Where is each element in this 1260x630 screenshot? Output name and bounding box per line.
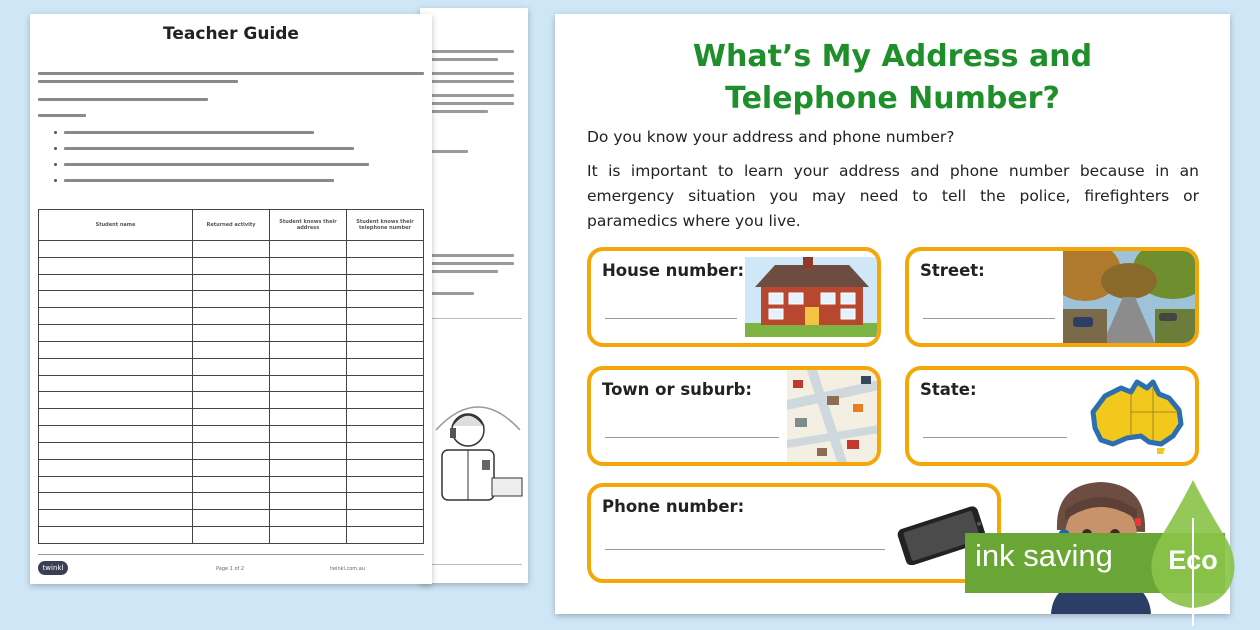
street-box [905, 247, 1199, 347]
state-box [905, 366, 1199, 466]
title-line-1: What’s My Address and [692, 39, 1093, 74]
worksheet-page [555, 14, 1230, 614]
text-line [428, 94, 514, 97]
table-cell[interactable] [270, 274, 347, 291]
table-cell[interactable] [39, 341, 193, 358]
student-checklist-table [38, 209, 424, 544]
table-cell[interactable] [39, 257, 193, 274]
phone-number-label: Phone number: [602, 497, 745, 516]
table-cell[interactable] [193, 358, 270, 375]
eco-label: Eco [1168, 545, 1218, 575]
table-row [39, 409, 424, 426]
table-cell[interactable] [270, 527, 347, 544]
footer-divider [38, 554, 424, 555]
table-cell[interactable] [193, 476, 270, 493]
table-row [39, 358, 424, 375]
divider [426, 564, 522, 565]
table-cell[interactable] [347, 325, 424, 342]
text-line [38, 114, 86, 117]
table-cell[interactable] [39, 325, 193, 342]
table-cell[interactable] [39, 291, 193, 308]
table-cell[interactable] [347, 257, 424, 274]
table-cell[interactable] [193, 493, 270, 510]
table-cell[interactable] [39, 409, 193, 426]
text-line [38, 98, 208, 101]
table-cell[interactable] [193, 459, 270, 476]
text-line [64, 163, 369, 166]
table-row [39, 241, 424, 258]
table-row [39, 527, 424, 544]
table-cell[interactable] [347, 442, 424, 459]
table-cell[interactable] [347, 392, 424, 409]
ink-saving-text: ink saving [975, 538, 1113, 573]
table-cell[interactable] [347, 291, 424, 308]
bullet [54, 131, 57, 134]
house-number-box [587, 247, 881, 347]
table-cell[interactable] [193, 409, 270, 426]
town-label: Town or suburb: [602, 380, 753, 399]
phone-number-write-line[interactable] [605, 549, 885, 550]
table-cell[interactable] [193, 325, 270, 342]
table-body [39, 241, 424, 544]
table-cell[interactable] [39, 241, 193, 258]
teacher-guide-page [30, 14, 432, 584]
table-row [39, 476, 424, 493]
worksheet-title [555, 36, 1230, 120]
table-cell[interactable] [270, 325, 347, 342]
text-line [64, 131, 314, 134]
table-cell[interactable] [347, 375, 424, 392]
table-row [39, 510, 424, 527]
table-row [39, 341, 424, 358]
table-cell[interactable] [193, 426, 270, 443]
state-label: State: [920, 380, 977, 399]
table-row [39, 274, 424, 291]
table-row [39, 325, 424, 342]
table-cell[interactable] [193, 392, 270, 409]
street-photo [1063, 251, 1195, 343]
guide-title: Teacher Guide [163, 24, 299, 44]
table-cell[interactable] [347, 527, 424, 544]
text-line [428, 262, 514, 265]
table-cell[interactable] [39, 358, 193, 375]
table-cell[interactable] [270, 375, 347, 392]
table-cell[interactable] [347, 459, 424, 476]
table-row [39, 426, 424, 443]
text-line [428, 292, 474, 295]
table-cell[interactable] [193, 527, 270, 544]
text-line [38, 80, 238, 83]
suburb-map-icon [787, 370, 879, 462]
table-cell[interactable] [347, 426, 424, 443]
table-cell[interactable] [39, 493, 193, 510]
table-cell[interactable] [270, 392, 347, 409]
state-write-line[interactable] [923, 437, 1067, 438]
table-cell[interactable] [193, 341, 270, 358]
column-header: Student knows their address [270, 210, 347, 241]
text-line [428, 270, 498, 273]
worksheet-body: It is important to learn your address and phone number because in an emergency situation you may need to tell the police, firefighters or paramedics where you live. [587, 162, 1199, 230]
table-cell[interactable] [270, 291, 347, 308]
table-row [39, 257, 424, 274]
table-cell[interactable] [347, 308, 424, 325]
emergency-worker-illustration [432, 390, 524, 510]
table-cell[interactable] [270, 341, 347, 358]
divider [426, 318, 522, 319]
text-line [428, 72, 514, 75]
title-line-2: Telephone Number? [725, 81, 1060, 116]
table-row [39, 308, 424, 325]
table-cell[interactable] [270, 510, 347, 527]
table-cell[interactable] [193, 375, 270, 392]
table-cell[interactable] [270, 493, 347, 510]
table-cell[interactable] [270, 358, 347, 375]
table-cell[interactable] [270, 257, 347, 274]
table-cell[interactable] [347, 358, 424, 375]
table-cell[interactable] [39, 510, 193, 527]
house-icon [745, 257, 879, 337]
table-cell[interactable] [270, 476, 347, 493]
table-cell[interactable] [347, 241, 424, 258]
table-cell[interactable] [270, 442, 347, 459]
table-cell[interactable] [347, 341, 424, 358]
back-page [420, 8, 528, 583]
table-header-row [39, 210, 424, 241]
table-cell[interactable] [39, 274, 193, 291]
table-row [39, 375, 424, 392]
town-box [587, 366, 881, 466]
table-row [39, 291, 424, 308]
column-header: Student name [39, 210, 193, 241]
table-row [39, 493, 424, 510]
worksheet-question: Do you know your address and phone number? [587, 128, 955, 146]
text-line [428, 150, 468, 153]
text-line [428, 254, 514, 257]
table-row [39, 442, 424, 459]
table-cell[interactable] [347, 409, 424, 426]
site-url: twinkl.com.au [330, 566, 365, 572]
table-cell[interactable] [193, 291, 270, 308]
text-line [64, 147, 354, 150]
table-cell[interactable] [39, 527, 193, 544]
table-cell[interactable] [270, 426, 347, 443]
australia-map-icon [1087, 378, 1187, 454]
table-cell[interactable] [39, 375, 193, 392]
table-cell[interactable] [270, 459, 347, 476]
table-cell[interactable] [39, 308, 193, 325]
table-cell[interactable] [193, 257, 270, 274]
table-cell[interactable] [270, 308, 347, 325]
street-write-line[interactable] [923, 318, 1055, 319]
table-cell[interactable] [193, 308, 270, 325]
table-cell[interactable] [270, 409, 347, 426]
street-label: Street: [920, 261, 985, 280]
table-cell[interactable] [270, 241, 347, 258]
table-cell[interactable] [193, 274, 270, 291]
house-number-label: House number: [602, 261, 745, 280]
table-cell[interactable] [39, 442, 193, 459]
text-line [38, 72, 424, 75]
table-cell[interactable] [193, 442, 270, 459]
column-header: Student knows their telephone number [347, 210, 424, 241]
bullet [54, 147, 57, 150]
bullet [54, 179, 57, 182]
text-line [64, 179, 334, 182]
table-cell[interactable] [347, 493, 424, 510]
bullet [54, 163, 57, 166]
table-cell[interactable] [39, 459, 193, 476]
table-cell[interactable] [193, 510, 270, 527]
table-cell[interactable] [347, 510, 424, 527]
text-line [428, 110, 488, 113]
town-write-line[interactable] [605, 437, 779, 438]
text-line [428, 102, 514, 105]
house-number-write-line[interactable] [605, 318, 737, 319]
table-cell[interactable] [347, 274, 424, 291]
table-cell[interactable] [39, 426, 193, 443]
table-cell[interactable] [39, 476, 193, 493]
table-row [39, 392, 424, 409]
text-line [428, 58, 498, 61]
table-row [39, 459, 424, 476]
phone-number-box [587, 483, 1001, 583]
twinkl-logo: twinkl [38, 561, 68, 575]
table-cell[interactable] [347, 476, 424, 493]
table-cell[interactable] [39, 392, 193, 409]
column-header: Returned activity [193, 210, 270, 241]
text-line [428, 50, 514, 53]
page-number: Page 1 of 2 [216, 566, 245, 572]
table-cell[interactable] [193, 241, 270, 258]
text-line [428, 80, 514, 83]
